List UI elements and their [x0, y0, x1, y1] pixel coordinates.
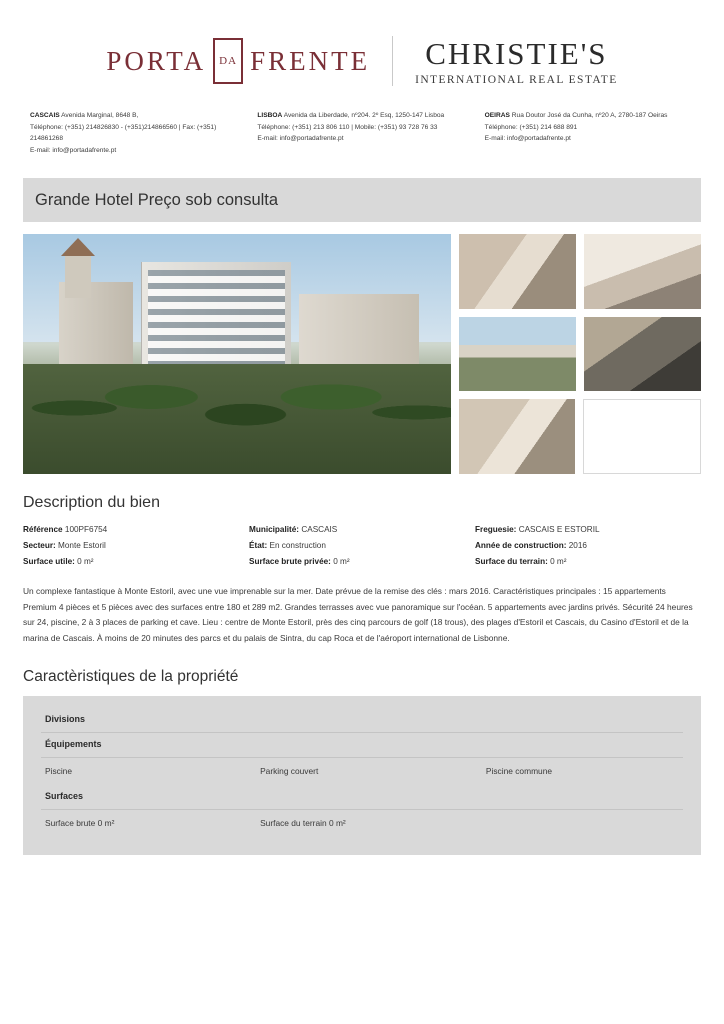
fact-sector	[23, 538, 249, 554]
fact-value: 0 m²	[77, 557, 94, 567]
contact-phone: Téléphone: (+351) 214826830 - (+351)214866560 | Fax: (+351) 214861268	[30, 123, 217, 143]
fact-value: CASCAIS E ESTORIL	[518, 525, 600, 535]
equipment-item: Piscine commune	[485, 766, 553, 777]
surface-gross: Surface brute 0 m²	[45, 818, 115, 829]
fact-label: Secteur:	[23, 541, 56, 551]
contact-address: Rua Doutor José da Cunha, nº20 A, 2780-187 Oeiras	[511, 112, 668, 119]
fact-value: 0 m²	[333, 557, 350, 567]
contact-email[interactable]: E-mail: info@portadafrente.pt	[484, 135, 571, 143]
christies-tagline: INTERNATIONAL REAL ESTATE	[415, 74, 618, 86]
fact-value: 100PF6754	[64, 525, 108, 535]
fact-label: État:	[249, 541, 268, 551]
header-logos	[0, 0, 724, 86]
contact-block-oeiras	[485, 110, 694, 156]
table-row	[23, 810, 701, 837]
fact-value: 0 m²	[550, 557, 567, 567]
fact-value: 2016	[568, 541, 587, 551]
thumbnail-interior-1[interactable]	[459, 234, 576, 309]
hero-tower	[65, 254, 91, 298]
facts-column-1	[23, 522, 249, 570]
facts-column-3	[475, 522, 701, 570]
fact-state	[249, 538, 475, 554]
table-row	[23, 758, 701, 785]
fact-label: Municipalité:	[249, 525, 300, 535]
contact-address: Avenida Marginal, 8648 B,	[61, 112, 139, 119]
logo-word-porta: PORTA	[106, 45, 207, 76]
contact-city: OEIRAS	[484, 112, 510, 119]
group-title-surfaces: Surfaces	[45, 791, 84, 802]
fact-value: En construction	[269, 541, 326, 551]
fact-municipality	[249, 522, 475, 538]
contact-city: LISBOA	[257, 112, 283, 119]
fact-label: Surface du terrain:	[475, 557, 548, 567]
contact-bar	[0, 86, 724, 156]
hero-palm-trees	[23, 364, 451, 474]
thumbnail-row	[459, 399, 701, 474]
thumbnail-empty[interactable]	[583, 399, 701, 474]
description-heading: Description du bien	[23, 494, 160, 512]
logo-word-frente: FRENTE	[250, 45, 371, 76]
fact-freguesia	[475, 522, 701, 538]
fact-gross-private-area	[249, 554, 475, 570]
facts-column-2	[249, 522, 475, 570]
thumbnail-row	[459, 317, 701, 392]
surface-empty	[486, 818, 701, 828]
characteristics-panel	[23, 696, 701, 855]
group-title-divisions: Divisions	[45, 714, 86, 725]
fact-value: Monte Estoril	[58, 541, 106, 551]
fact-usable-area	[23, 554, 249, 570]
equipment-item: Parking couvert	[260, 766, 319, 777]
thumbnail-interior-2[interactable]	[459, 399, 575, 474]
thumbnail-row	[459, 234, 701, 309]
logo-box-da: DA	[213, 38, 243, 84]
listing-title-band	[23, 178, 701, 222]
characteristics-heading: Caractèristiques de la propriété	[23, 668, 239, 686]
porta-da-frente-logo	[106, 38, 370, 84]
page-title: Grande Hotel Preço sob consulta	[35, 190, 279, 209]
fact-label: Surface utile:	[23, 557, 75, 567]
thumbnail-column	[459, 234, 701, 474]
christies-wordmark: CHRISTIE'S	[425, 36, 608, 71]
fact-construction-year	[475, 538, 701, 554]
fact-reference	[23, 522, 249, 538]
contact-email[interactable]: E-mail: info@portadafrente.pt	[30, 146, 117, 154]
group-title-equipements: Équipements	[45, 739, 102, 750]
property-facts	[23, 522, 701, 570]
hero-photo[interactable]	[23, 234, 451, 474]
christies-logo	[415, 36, 618, 86]
contact-block-lisboa	[257, 110, 466, 156]
contact-phone: Téléphone: (+351) 213 806 110 | Mobile: (+351) 93 728 76 33	[257, 123, 438, 131]
contact-block-cascais	[30, 110, 239, 156]
photo-gallery	[23, 234, 701, 474]
contact-city: CASCAIS	[30, 112, 60, 119]
fact-label: Surface brute privée:	[249, 557, 331, 567]
thumbnail-bedroom[interactable]	[584, 234, 701, 309]
fact-land-area	[475, 554, 701, 570]
description-body: Un complexe fantastique à Monte Estoril, avec une vue imprenable sur la mer. Date prévue de la remise des clés : mars 2016. Caractéristiques principales : 15 appartements Premium 4 pièces et 5 pièces avec des surfaces entre 180 et 289 m2. Grandes terrasses avec vue panoramique sur l'océan. 5 appartements avec jardins privés. Sécurité 24 heures sur 24, piscine, 2 à 3 places de parking et cave. Lieu : centre de Monte Estoril, près des cinq parcours de golf (18 trous), des plages d'Estoril et Cascais, du Casino d'Estoril et de la marina de Cascais. À moins de 20 minutes des parcs et du palais de Sintra, du cap Roca et de l'aéroport international de Lisbonne.	[23, 586, 693, 643]
contact-address: Avenida da Liberdade, nº204. 2º Esq, 1250-147 Lisboa	[283, 112, 445, 119]
thumbnail-living-dark[interactable]	[584, 317, 701, 392]
thumbnail-exterior[interactable]	[459, 317, 576, 392]
logo-divider	[392, 36, 393, 86]
surface-land: Surface du terrain 0 m²	[260, 818, 346, 829]
contact-email[interactable]: E-mail: info@portadafrente.pt	[257, 135, 344, 143]
contact-phone: Téléphone: (+351) 214 688 891	[484, 123, 578, 131]
fact-label: Référence	[23, 525, 63, 535]
equipment-item: Piscine	[45, 766, 72, 777]
fact-value: CASCAIS	[301, 525, 338, 535]
fact-label: Année de construction:	[475, 541, 567, 551]
fact-label: Freguesie:	[475, 525, 517, 535]
